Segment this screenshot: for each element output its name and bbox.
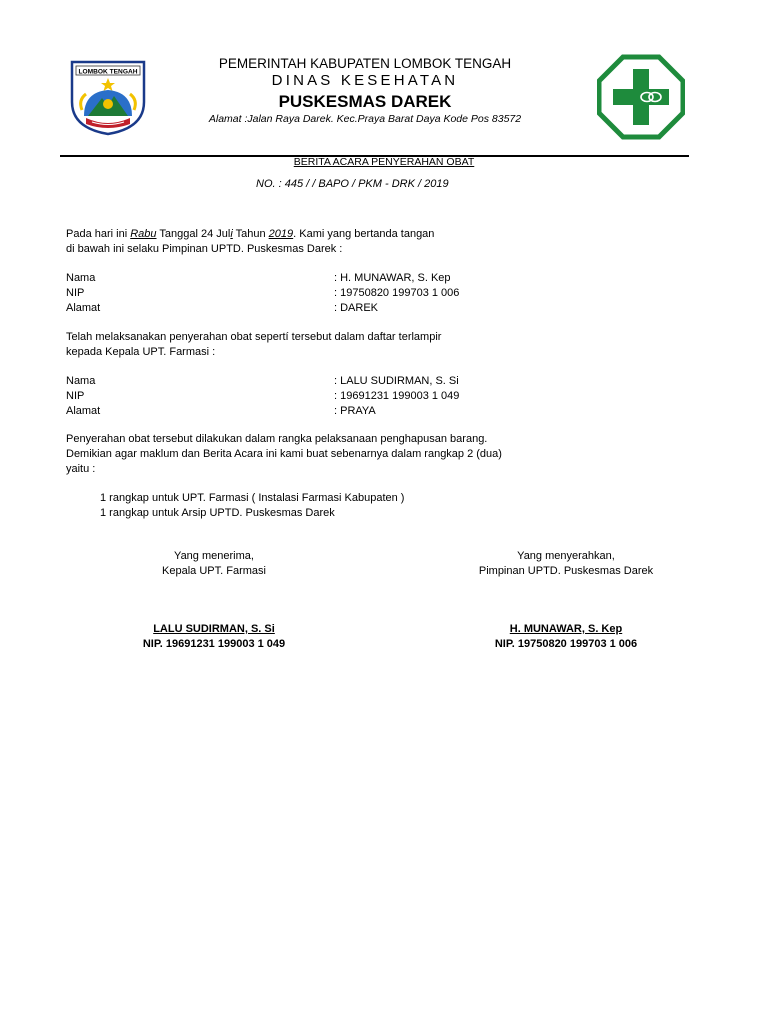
left-signatory-role-1: Yang menerima, (174, 550, 254, 562)
emblem-text: LOMBOK TENGAH (78, 68, 138, 76)
first-party-nip-label: NIP (66, 287, 85, 299)
closing-line-3: yaitu : (66, 463, 96, 475)
middle-line-2: kepada Kepala UPT. Farmasi : (66, 346, 216, 358)
second-party-nip-value: : 19691231 199003 1 049 (334, 390, 460, 402)
second-party-name-label: Nama (66, 375, 96, 387)
puskesmas-logo (597, 53, 685, 141)
closing-line-2: Demikian agar maklum dan Berita Acara ini kami buat sebenarnya dalam rangkap 2 (dua) (66, 448, 502, 460)
right-signatory-role-2: Pimpinan UPTD. Puskesmas Darek (478, 565, 654, 577)
closing-line-1: Penyerahan obat tersebut dilakukan dalam rangka pelaksanaan penghapusan barang. (66, 433, 488, 445)
intro-year: 2019 (268, 228, 294, 240)
intro-text: Tahun (232, 228, 269, 240)
agency-name: DINAS KESEHATAN (271, 72, 459, 89)
first-party-address-label: Alamat (66, 302, 101, 314)
right-signatory-nip: NIP. 19750820 199703 1 006 (494, 638, 638, 650)
first-party-name-value: : H. MUNAWAR, S. Kep (334, 272, 451, 284)
document-number: NO. : 445 / / BAPO / PKM - DRK / 2019 (256, 178, 449, 190)
intro-day: Rabu (130, 228, 157, 240)
copy-item-2: 1 rangkap untuk Arsip UPTD. Puskesmas Darek (100, 507, 335, 519)
government-name: PEMERINTAH KABUPATEN LOMBOK TENGAH (218, 56, 512, 71)
intro-line-1 (66, 227, 434, 242)
right-signatory-role-1: Yang menyerahkan, (517, 550, 615, 562)
left-signatory-nip: NIP. 19691231 199003 1 049 (142, 638, 286, 650)
right-signatory-name-text: H. MUNAWAR, S. Kep (509, 623, 623, 635)
lombok-tengah-emblem-logo (68, 58, 148, 136)
puskesmas-name: PUSKESMAS DAREK (278, 92, 452, 111)
document-title: BERITA ACARA PENYERAHAN OBAT (293, 156, 475, 168)
intro-text: Pada hari ini (66, 228, 131, 240)
middle-line-1: Telah melaksanakan penyerahan obat sepertí tersebut dalam daftar terlampir (66, 331, 442, 343)
right-signatory-name (466, 622, 666, 637)
second-party-nip-label: NIP (66, 390, 85, 402)
first-party-nip-value: : 19750820 199703 1 006 (334, 287, 460, 299)
intro-text: Tanggal 24 Jul (156, 228, 231, 240)
left-signatory-name (114, 622, 314, 637)
copy-item-1: 1 rangkap untuk UPT. Farmasi ( Instalasi Farmasi Kabupaten ) (100, 492, 405, 504)
intro-text: i (230, 228, 233, 240)
second-party-name-value: : LALU SUDIRMAN, S. Si (334, 375, 459, 387)
second-party-address-label: Alamat (66, 405, 101, 417)
intro-line-2: di bawah ini selaku Pimpinan UPTD. Puskesmas Darek : (66, 243, 343, 255)
second-party-address-value: : PRAYA (334, 405, 376, 417)
left-signatory-role-2: Kepala UPT. Farmasi (162, 565, 266, 577)
first-party-address-value: : DAREK (334, 302, 379, 314)
left-signatory-name-text: LALU SUDIRMAN, S. Si (153, 623, 275, 635)
intro-text: . Kami yang bertanda tangan (293, 228, 435, 240)
first-party-name-label: Nama (66, 272, 96, 284)
address-line: Alamat :Jalan Raya Darek. Kec.Praya Barat Daya Kode Pos 83572 (208, 113, 522, 125)
